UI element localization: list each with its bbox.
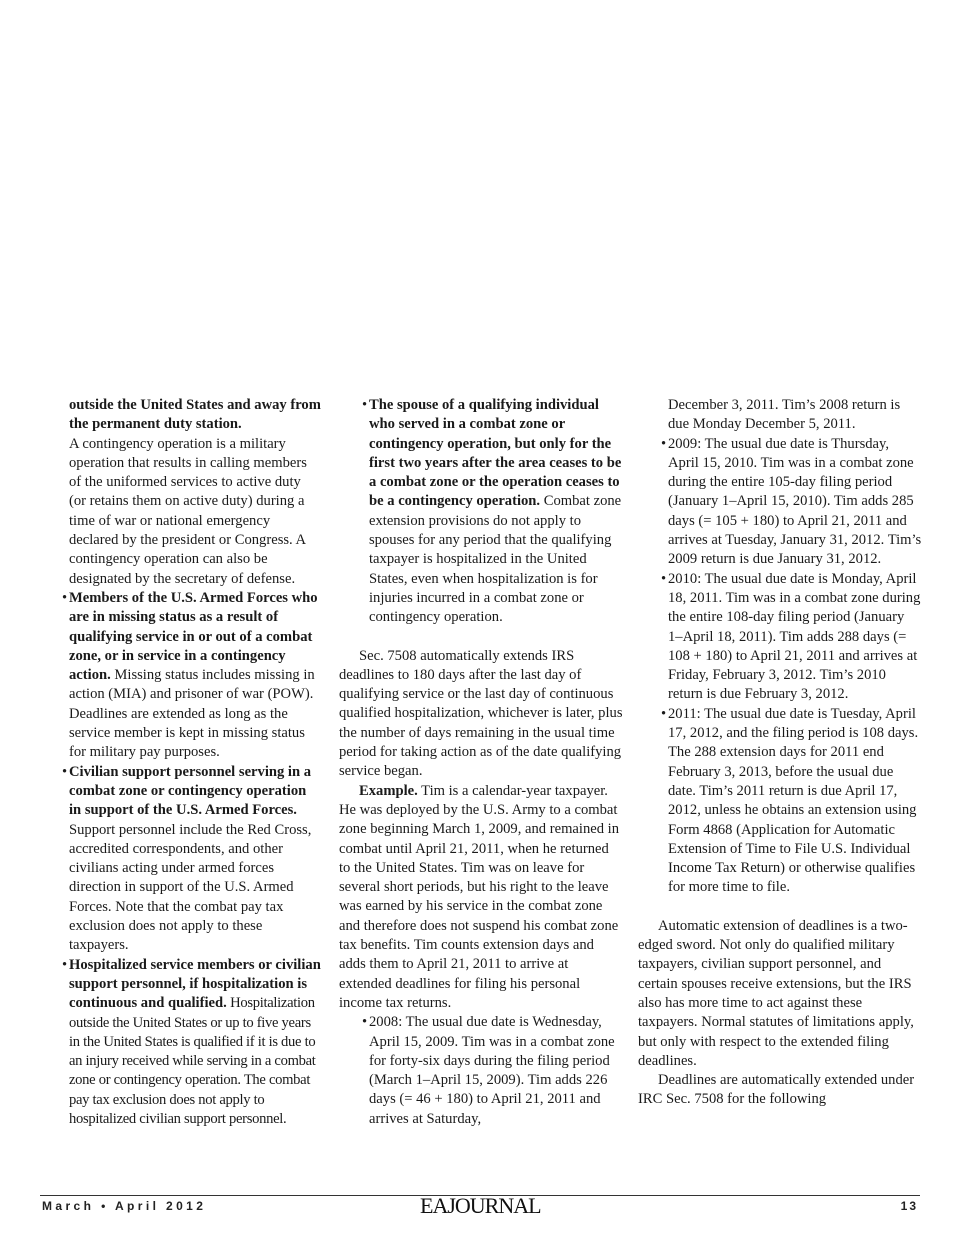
body-text: Tim is a calendar-year taxpayer. He was deployed by the U.S. Army to a combat zone beginning March 1, 2009, and remained in combat until April 21, 2011, when he returned to the United States. Tim was on leave for several short periods, but his right to the leave was earned by his service in the combat zone and therefore does not suspend his combat zone tax benefits. Tim counts extension days and adds them to April 21, 2011 to arrive at extended deadlines for filing his personal income tax returns. [339,782,620,1011]
paragraph [339,782,623,1014]
bold-text: Example. [359,782,418,799]
paragraph: Sec. 7508 automatically extends IRS deadlines to 180 days after the last day of qualifying service or the last day of continuous qualified hospitalization, whichever is later, plus the number of days remaining in the usual time period for taking action as of the date qualifying service began. [339,647,623,780]
bold-text: Civilian support personnel serving in a combat zone or contingency operation in support of the U.S. Armed Forces. [69,763,312,819]
list-item [638,435,922,570]
bullet-icon: • [661,705,667,722]
list-item [62,956,321,1130]
column-2 [339,396,623,1129]
column-1 [62,396,321,1129]
bold-text: Hospitalized service members or civilian support personnel, if hospitalization is continuous and qualified. [69,956,321,1012]
paragraph: Automatic extension of deadlines is a two-edged sword. Not only do qualified military taxpayers, civilian support personnel, and certain spouses receive extensions, but the IRS also has more time to act against these taxpayers. Normal statutes of limitations apply, but only with respect to the extended filing deadlines. [638,917,914,1069]
body-text: Missing status includes missing in action (MIA) and prisoner of war (POW). Deadlines are extended as long as the service member is kept in missing status for military pay purposes. [69,667,315,761]
bullet-icon: • [62,763,68,780]
body-text: Combat zone extension provisions do not apply to spouses for any period that the qualifying taxpayer is hospitalized in the United States, even when hospitalization is for injuries incurred in a combat zone or contingency operation. [369,493,622,626]
bullet-icon: • [362,397,368,413]
body-text: Hospitalization outside the United States or up to five years in the United States is qualified if it is due to an injury received while serving in a combat zone or contingency operation. The combat pay tax exclusion does not apply to hospitalized civilian support personnel. [69,995,316,1127]
bullet-icon: • [661,435,667,452]
list-item [62,589,321,763]
bold-text: The spouse of a qualifying individual who served in a combat zone or contingency operation, but only for the first two years after the area ceases to be a combat zone or the operation ceases to be a contingency operation. [369,397,622,510]
body-text: Support personnel include the Red Cross, accredited correspondents, and other civilians acting under armed forces direction in support of the U.S. Armed Forces. Note that the combat pay tax exclusion does not apply to these taxpayers. [69,821,312,954]
paragraph: December 3, 2011. Tim’s 2008 return is due Monday December 5, 2011. [668,397,901,433]
body-text: 2010: The usual due date is Monday, April 18, 2011. Tim was in a combat zone during the entire 108-day filing period (January 1–April 18, 2011). Tim adds 288 days (= 108 + 180) to April 21, 2011 and arrives at Friday, February 3, 2012. Tim’s 2010 return is due February 3, 2012. [668,570,921,703]
body-text: 2009: The usual due date is Thursday, April 15, 2010. Tim was in a combat zone during the entire 105-day filing period (January 1–April 15, 2010). Tim adds 285 days (= 105 + 180) to April 21, 2011 and arrives at Tuesday, January 31, 2012. Tim’s 2009 return is due January 31, 2012. [668,435,922,568]
list-item [638,705,922,898]
body-text: A contingency operation is a military operation that results in calling members of the uniformed services to active duty (or retains them on active duty) during a time of war or national emergency declared by the president or Congress. A contingency operation can also be designated by the secretary of defense. [69,435,307,587]
column-3 [638,396,922,1110]
bullet-icon: • [661,570,667,587]
bold-text: Members of the U.S. Armed Forces who are in missing status as a result of qualifying service in or out of a combat zone, or in service in a contingency action. [69,589,318,684]
journal-logo: EAJOURNAL [420,1193,541,1218]
list-item [339,396,623,628]
footer-issue-date: March • April 2012 [42,1199,207,1213]
page-number: 13 [900,1199,918,1213]
bold-text: outside the United States and away from the permanent duty station. [69,397,321,433]
list-item [638,570,922,705]
bullet-icon: • [62,589,68,606]
list-item [339,1013,623,1129]
paragraph [69,396,321,589]
bullet-icon: • [62,956,68,973]
list-item [62,763,321,956]
body-text: 2011: The usual due date is Tuesday, April 17, 2012, and the filing period is 108 days. The 288 extension days for 2011 end February 3, 2013, before the usual due date. Tim’s 2011 return is due April 17, 2012, unless he obtains an extension using Form 4868 (Application for Automatic Extension of Time to File U.S. Individual Income Tax Return) or otherwise qualifies for more time to file. [668,705,919,896]
bullet-icon: • [362,1014,368,1031]
paragraph: Deadlines are automatically extended under IRC Sec. 7508 for the following [638,1072,915,1108]
body-text: 2008: The usual due date is Wednesday, April 15, 2009. Tim was in a combat zone for forty-six days during the filing period (March 1–April 15, 2009). Tim adds 226 days (= 46 + 180) to April 21, 2011 and arrives at Saturday, [369,1014,615,1127]
